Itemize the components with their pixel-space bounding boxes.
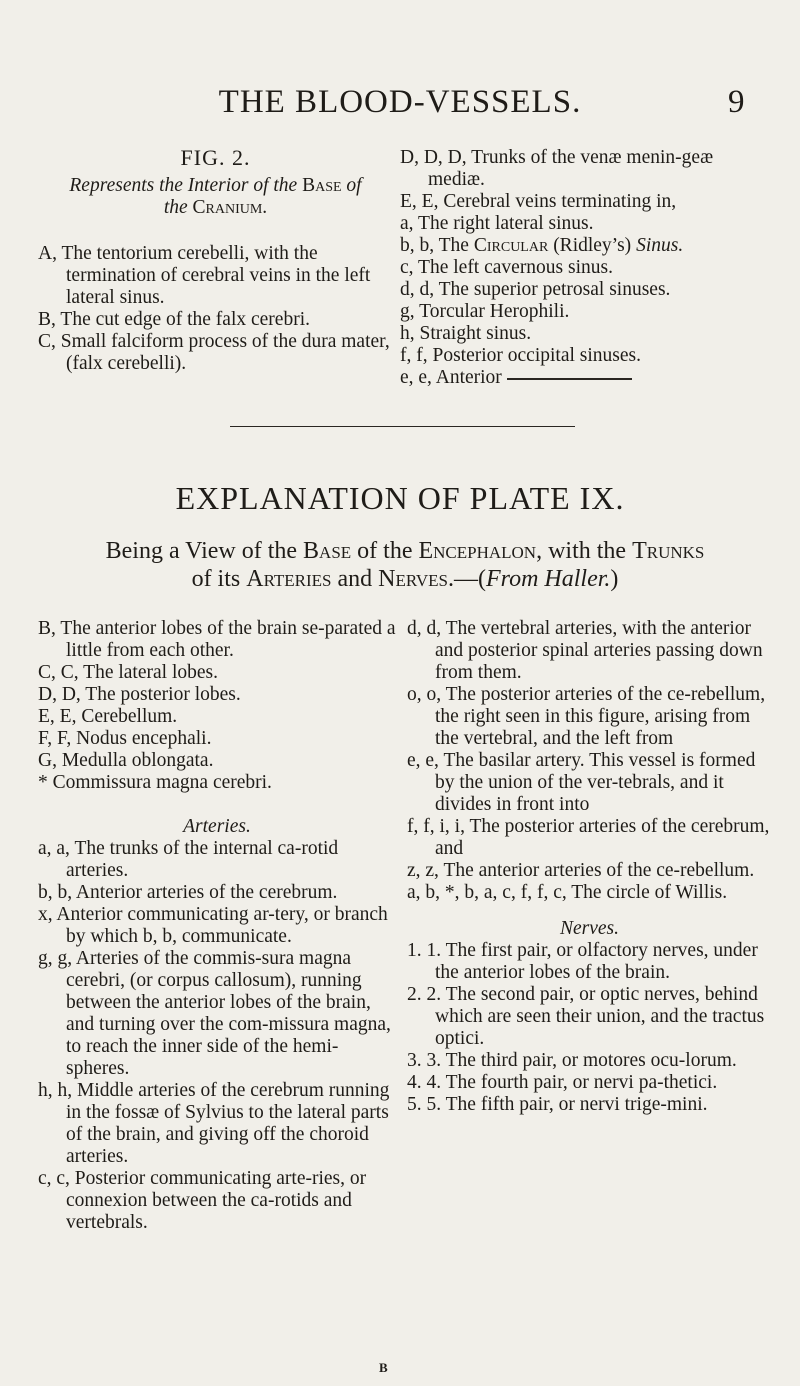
plate-entry: F, F, Nodus encephali.: [38, 728, 212, 749]
nerves-heading: Nerves.: [559, 918, 620, 939]
plate-entry: B, The anterior lobes of the brain se-parated a little from each other.: [38, 618, 396, 661]
plate-entry: g, g, Arteries of the commis-sura magna cerebri, (or corpus callosum), running between the anterior lobes of the brain, and turning over the com-missura magna, to reach the inner side of the hemi-spheres.: [38, 948, 391, 1079]
figure-caption: Represents the Interior of the Base of the Cranium.: [69, 175, 362, 218]
fig2-entry: B, The cut edge of the falx cerebri.: [38, 309, 310, 330]
running-head: THE BLOOD-VESSELS.: [218, 84, 582, 120]
fig2-left-column: [38, 147, 393, 375]
plate-entry: E, E, Cerebellum.: [38, 706, 178, 727]
fig2-entry: D, D, D, Trunks of the venæ menin-geæ mediæ.: [400, 147, 714, 190]
page-number: 9: [728, 84, 745, 120]
plate-entry: z, z, The anterior arteries of the ce-rebellum.: [407, 860, 755, 881]
plate-entry: o, o, The posterior arteries of the ce-rebellum, the right seen in this figure, arising from the vertebral, and the left from: [407, 684, 766, 749]
section-divider: [230, 426, 575, 427]
plate-entry: 3. 3. The third pair, or motores ocu-lorum.: [407, 1050, 737, 1071]
fig2-right-column: [400, 147, 770, 389]
plate-entry: 1. 1. The first pair, or olfactory nerves, under the anterior lobes of the brain.: [407, 940, 758, 983]
plate-entry: d, d, The vertebral arteries, with the anterior and posterior spinal arteries passing down from them.: [407, 618, 763, 683]
plate-entry: 5. 5. The fifth pair, or nervi trige-mini.: [407, 1094, 708, 1115]
fig2-entry: e, e, Anterior: [400, 367, 770, 389]
plate-entry: h, h, Middle arteries of the cerebrum running in the fossæ of Sylvius to the lateral parts of the brain, and giving off the choroid arteries.: [38, 1080, 390, 1167]
fig2-entry: b, b, The Circular (Ridley’s) Sinus.: [400, 235, 684, 256]
fig2-entry: c, The left cavernous sinus.: [400, 257, 613, 278]
plate-title: EXPLANATION OF PLATE IX.: [175, 480, 625, 516]
fig2-entry: A, The tentorium cerebelli, with the termination of cerebral veins in the left lateral sinus.: [38, 243, 371, 308]
plate-entry: e, e, The basilar artery. This vessel is formed by the union of the ver-tebrals, and it divides in front into: [407, 750, 756, 815]
plate-entry: D, D, The posterior lobes.: [38, 684, 241, 705]
plate-entry: C, C, The lateral lobes.: [38, 662, 218, 683]
fig2-entry: a, The right lateral sinus.: [400, 213, 594, 234]
fig2-entry: d, d, The superior petrosal sinuses.: [400, 279, 671, 300]
signature-mark: B: [379, 1360, 388, 1375]
fig2-entry: g, Torcular Herophili.: [400, 301, 570, 322]
plate-entry: b, b, Anterior arteries of the cerebrum.: [38, 882, 338, 903]
arteries-heading: Arteries.: [183, 816, 251, 837]
fig2-entry: f, f, Posterior occipital sinuses.: [400, 345, 641, 366]
ditto-rule: [507, 378, 632, 380]
plate-entry: 2. 2. The second pair, or optic nerves, behind which are seen their union, and the tractus optici.: [407, 984, 765, 1049]
plate-entry: * Commissura magna cerebri.: [38, 772, 272, 793]
plate-entry: x, Anterior communicating ar-tery, or branch by which b, b, communicate.: [38, 904, 388, 947]
plate-subtitle: Being a View of the Base of the Encephalon, with the Trunks of its Arteries and Nerves.—(From Haller.): [105, 538, 705, 592]
plate-right-column: [407, 618, 772, 1116]
fig2-entry: C, Small falciform process of the dura mater, (falx cerebelli).: [38, 331, 390, 374]
figure-label: FIG. 2.: [180, 145, 251, 170]
plate-entry: c, c, Posterior communicating arte-ries, or connexion between the ca-rotids and vertebrals.: [38, 1168, 367, 1233]
plate-entry: 4. 4. The fourth pair, or nervi pa-thetici.: [407, 1072, 718, 1093]
plate-left-column: [38, 618, 396, 1234]
plate-entry: G, Medulla oblongata.: [38, 750, 214, 771]
plate-entry: f, f, i, i, The posterior arteries of the cerebrum, and: [407, 816, 770, 859]
plate-entry: a, a, The trunks of the internal ca-rotid arteries.: [38, 838, 339, 881]
fig2-entry: E, E, Cerebral veins terminating in,: [400, 191, 677, 212]
fig2-entry: h, Straight sinus.: [400, 323, 532, 344]
plate-entry: a, b, *, b, a, c, f, f, c, The circle of Willis.: [407, 882, 728, 903]
